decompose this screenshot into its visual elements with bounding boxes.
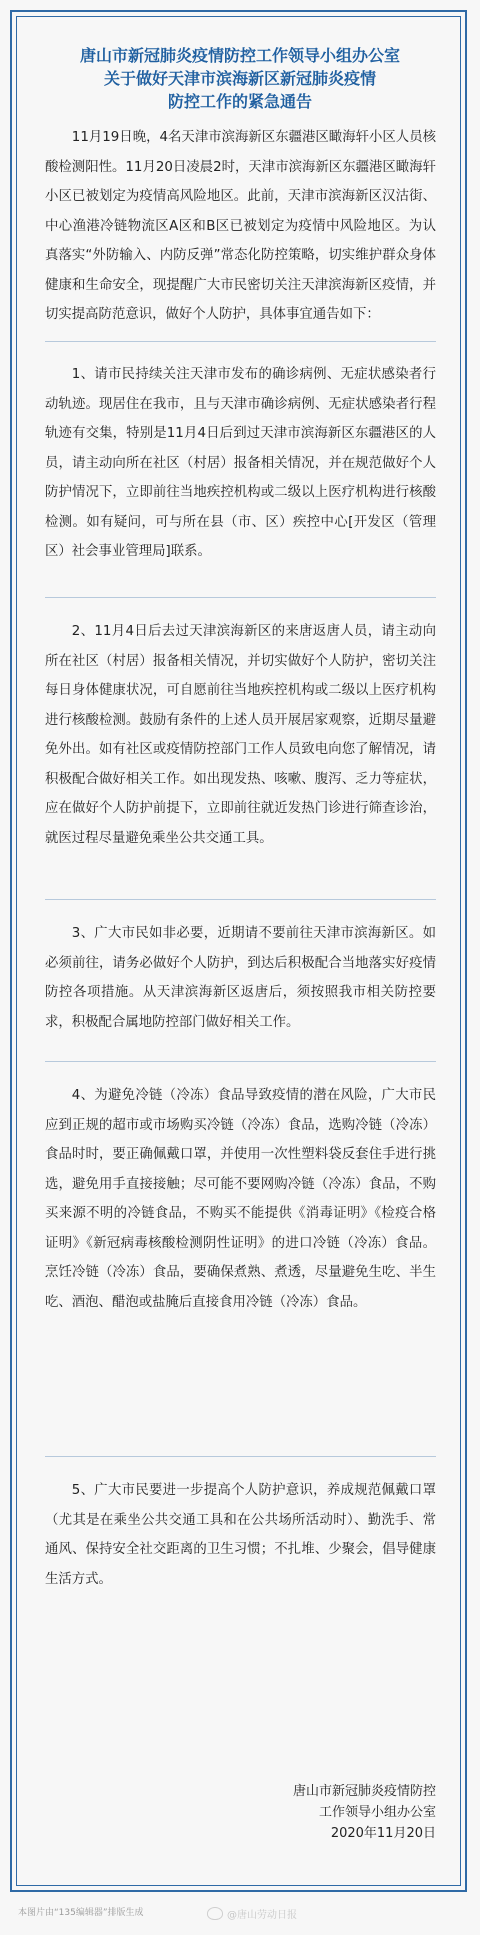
section-divider bbox=[45, 1061, 436, 1062]
weibo-logo-icon bbox=[207, 1907, 223, 1920]
watermark-text: @唐山劳动日报 bbox=[227, 1910, 297, 1921]
item-5-paragraph: 5、广大市民要进一步提高个人防护意识，养成规范佩戴口罩（尤其是在乘坐公共交通工具和在公共场所活动时）、勤洗手、常通风、保持安全社交距离的卫生习惯；不扎堆、少聚会，倡导健康生活方式。 bbox=[45, 1483, 436, 1587]
signature-org-line-2: 工作领导小组办公室 bbox=[318, 1805, 436, 1820]
title-line-3: 防控工作的紧急通告 bbox=[167, 92, 312, 111]
title-line-1: 唐山市新冠肺炎疫情防控工作领导小组办公室 bbox=[79, 46, 400, 65]
item-4-paragraph: 4、为避免冷链（冷冻）食品导致疫情的潜在风险，广大市民应到正规的超市或市场购买冷链（冷冻）食品，选购冷链（冷冻）食品时时，要正确佩戴口罩，并使用一次性塑料袋反套住手进行挑选，避免用手直接接触；尽可能不要网购冷链（冷冻）食品，不购买来源不明的冷链食品，不购买不能提供《消毒证明》《检疫合格证明》《新冠病毒核酸检测阴性证明》的进口冷链（冷冻）食品。烹饪冷链（冷冻）食品，要确保煮熟、煮透，尽量避免生吃、半生吃、酒泡、醋泡或盐腌后直接食用冷链（冷冻）食品。 bbox=[45, 1088, 436, 1310]
editor-credit-note: 本图片由“135编辑器”排版生成 bbox=[18, 1908, 144, 1918]
weibo-watermark bbox=[207, 1906, 297, 1921]
intro-paragraph: 11月19日晚，4名天津市滨海新区东疆港区瞰海轩小区人员核酸检测阳性。11月20日凌晨2时，天津市滨海新区东疆港区瞰海轩小区已被划定为疫情高风险地区。此前，天津市滨海新区汉沽街、中心渔港冷链物流区A区和B区已被划定为疫情中风险地区。为认真落实“外防输入、内防反弹”常态化防控策略，切实维护群众身体健康和生命安全，现提醒广大市民密切关注天津滨海新区疫情，并切实提高防范意识，做好个人防护，具体事宜通告如下： bbox=[45, 130, 436, 322]
signature-org-line-1: 唐山市新冠肺炎疫情防控 bbox=[292, 1784, 436, 1799]
section-divider bbox=[45, 899, 436, 900]
section-divider bbox=[45, 341, 436, 342]
section-divider bbox=[45, 597, 436, 598]
notice-title bbox=[20, 44, 460, 113]
item-2-paragraph: 2、11月4日后去过天津滨海新区的来唐返唐人员，请主动向所在社区（村居）报备相关情况，并切实做好个人防护，密切关注每日身体健康状况，可自愿前往当地疾控机构或二级以上医疗机构进行核酸检测。鼓励有条件的上述人员开展居家观察，近期尽量避免外出。如有社区或疫情防控部门工作人员致电向您了解情况，请积极配合做好相关工作。如出现发热、咳嗽、腹泻、乏力等症状，应在做好个人防护前提下，立即前往就近发热门诊进行筛查诊治，就医过程尽量避免乘坐公共交通工具。 bbox=[45, 624, 436, 846]
section-divider bbox=[45, 1456, 436, 1457]
title-line-2: 关于做好天津市滨海新区新冠肺炎疫情 bbox=[103, 69, 376, 88]
signature-block bbox=[293, 1781, 436, 1844]
item-3-paragraph: 3、广大市民如非必要，近期请不要前往天津市滨海新区。如必须前往，请务必做好个人防护，到达后积极配合当地落实好疫情防控各项措施。从天津滨海新区返唐后，须按照我市相关防控要求，积极配合属地防控部门做好相关工作。 bbox=[45, 926, 436, 1030]
item-1-paragraph: 1、请市民持续关注天津市发布的确诊病例、无症状感染者行动轨迹。现居住在我市，且与天津市确诊病例、无症状感染者行程轨迹有交集，特别是11月4日后到过天津市滨海新区东疆港区的人员，请主动向所在社区（村居）报备相关情况，并在规范做好个人防护情况下，立即前往当地疾控机构或二级以上医疗机构进行核酸检测。如有疑问，可与所在县（市、区）疾控中心[开发区（管理区）社会事业管理局]联系。 bbox=[45, 367, 436, 559]
signature-date: 2020年11月20日 bbox=[330, 1826, 436, 1841]
